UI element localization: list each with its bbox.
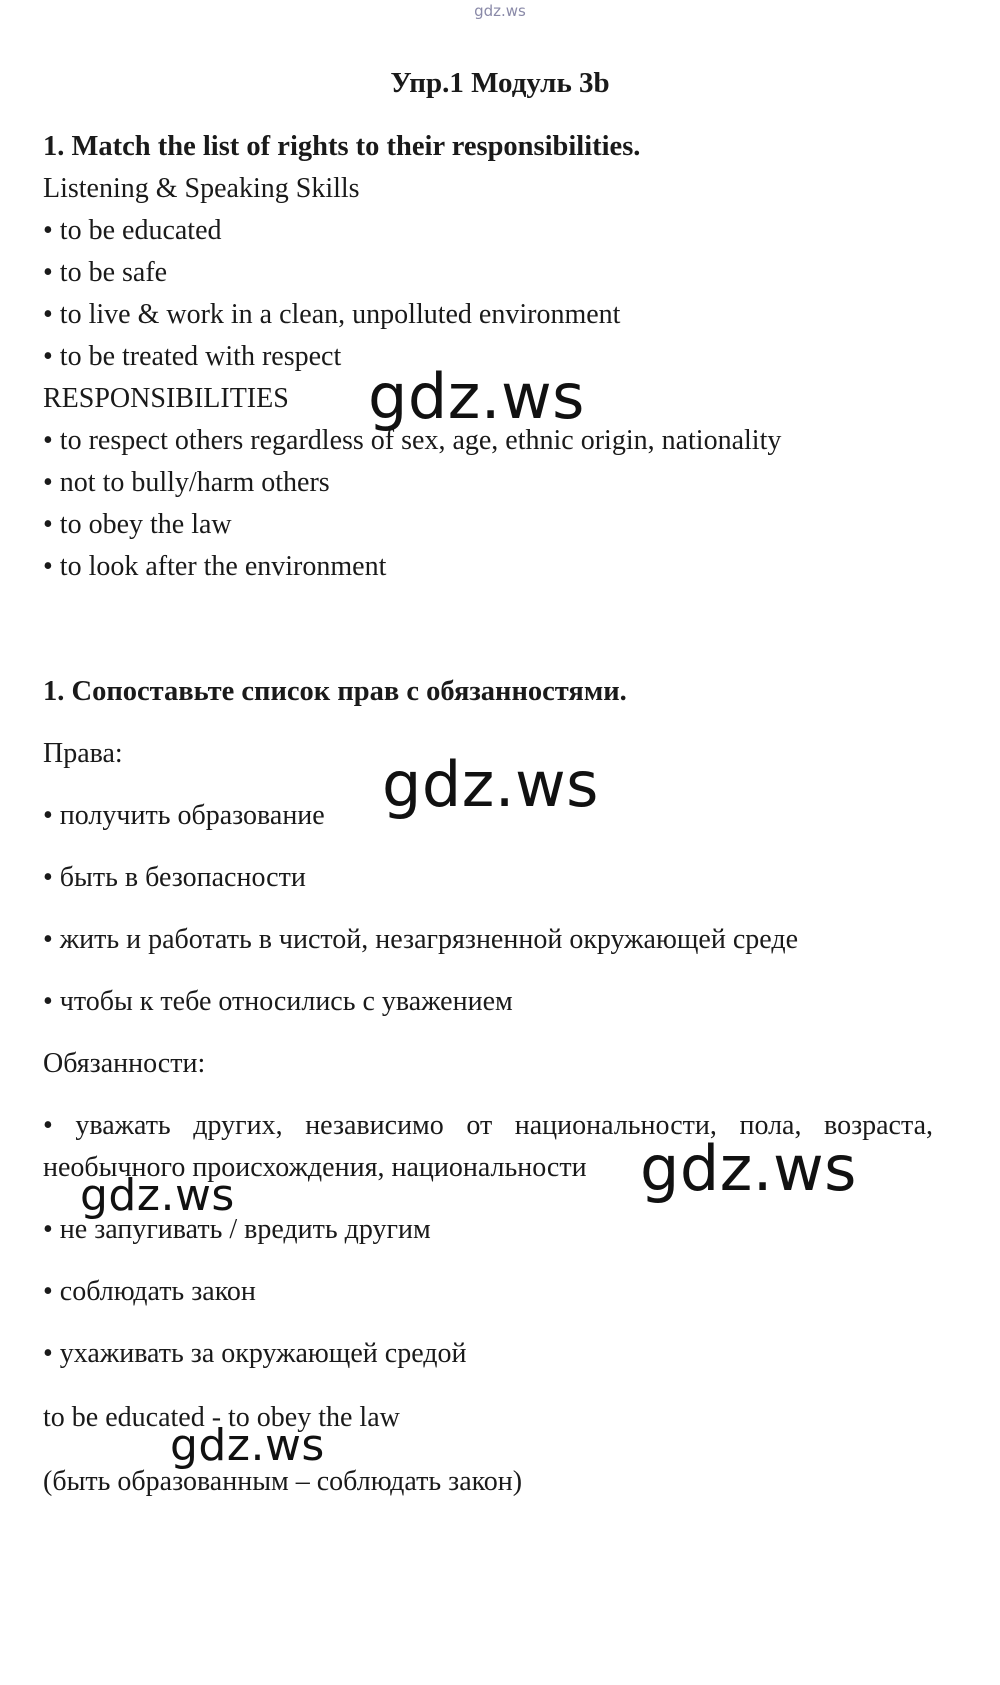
russian-responsibility-item: • не запугивать / вредить другим [43,1214,431,1245]
page-title: Упр.1 Модуль 3b [390,67,610,99]
russian-rights-label: Права: [43,738,123,769]
english-right-item: • to be educated [43,215,222,246]
english-subtitle: Listening & Speaking Skills [43,173,360,204]
russian-heading: 1. Сопоставьте список прав с обязанностями. [43,676,627,707]
answer-text: to be educated - to obey the law [43,1402,400,1433]
watermark-logo: gdz.ws [170,1420,325,1471]
english-right-item: • to be treated with respect [43,341,342,372]
english-responsibility-item: • not to bully/harm others [43,467,330,498]
watermark-logo: gdz.ws [382,748,599,821]
russian-right-item: • жить и работать в чистой, незагрязненной окружающей среде [43,924,799,955]
answer-translation: (быть образованным – соблюдать закон) [43,1466,523,1497]
english-responsibility-item: • to look after the environment [43,551,387,582]
russian-right-item: • чтобы к тебе относились с уважением [43,986,513,1017]
watermark-logo: gdz.ws [80,1170,235,1221]
watermark-logo: gdz.ws [368,360,585,433]
russian-responsibility-item: • ухаживать за окружающей средой [43,1338,467,1369]
watermark-logo: gdz.ws [640,1132,857,1205]
english-right-item: • to be safe [43,257,168,288]
top-watermark: gdz.ws [474,2,526,20]
english-right-item: • to live & work in a clean, unpolluted environment [43,299,621,330]
english-heading: 1. Match the list of rights to their responsibilities. [43,131,641,162]
russian-responsibilities-label: Обязанности: [43,1048,206,1079]
russian-right-item: • получить образование [43,800,325,831]
russian-responsibility-item: • уважать других, независимо от национальности, пола, возраста, [43,1110,933,1141]
russian-responsibility-item: • соблюдать закон [43,1276,256,1307]
english-responsibility-item: • to respect others regardless of sex, age, ethnic origin, nationality [43,425,782,456]
russian-responsibility-item-continuation: необычного происхождения, национальности [43,1152,587,1183]
english-responsibilities-label: RESPONSIBILITIES [43,383,289,414]
russian-right-item: • быть в безопасности [43,862,306,893]
english-responsibility-item: • to obey the law [43,509,232,540]
